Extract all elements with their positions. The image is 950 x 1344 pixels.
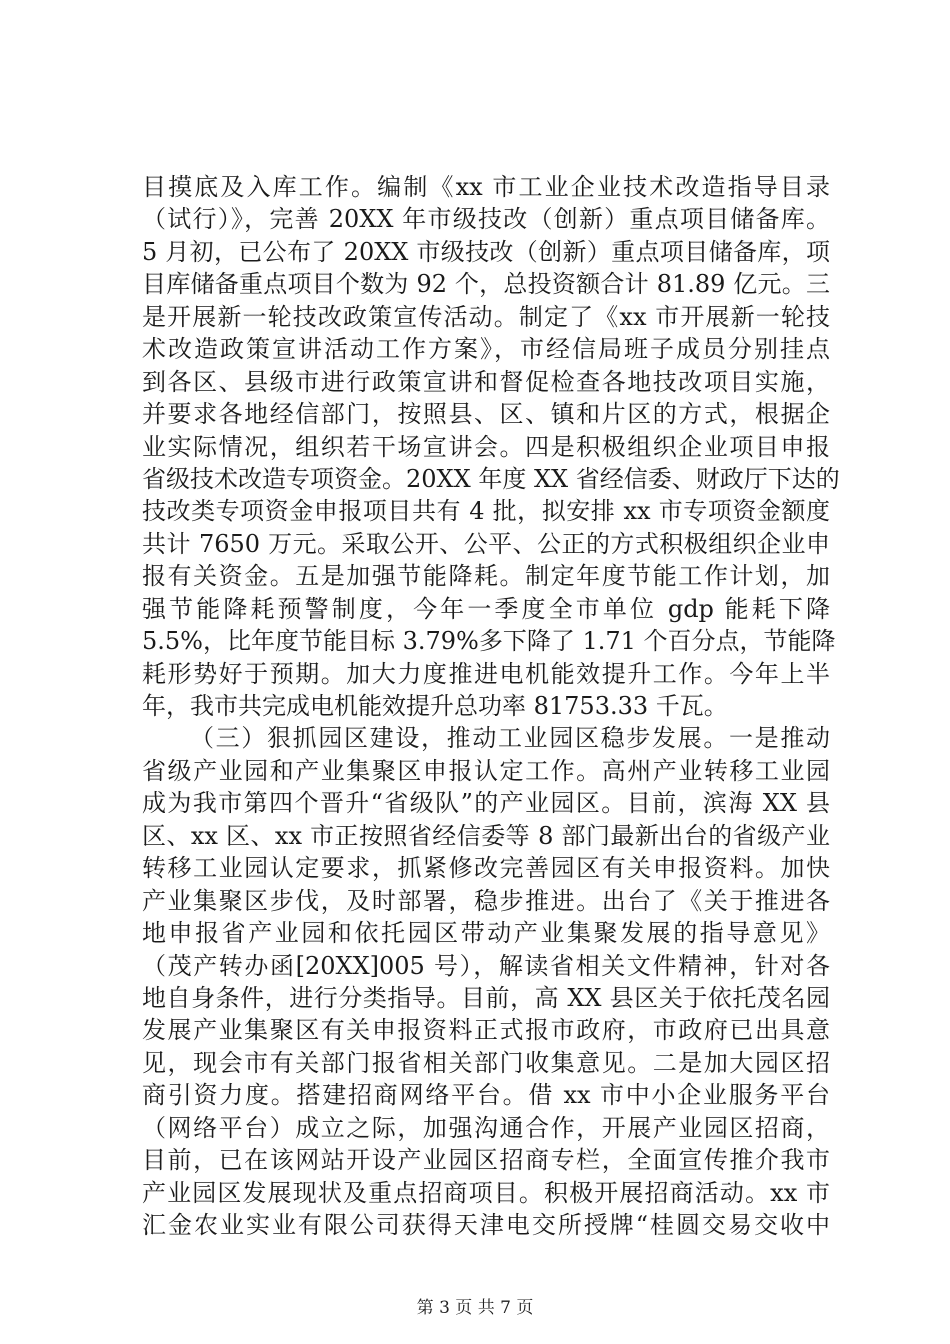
text-line: 强节能降耗预警制度，今年一季度全市单位 gdp 能耗下降 xyxy=(142,594,830,623)
text-line: 商引资力度。搭建招商网络平台。借 xx 市中小企业服务平台 xyxy=(142,1081,830,1110)
text-line: 产业园区发展现状及重点招商项目。积极开展招商活动。xx 市 xyxy=(142,1178,830,1207)
text-line: 区、xx 区、xx 市正按照省经信委等 8 部门最新出台的省级产业 xyxy=(142,821,830,850)
text-line: 发展产业集聚区有关申报资料正式报市政府，市政府已出具意 xyxy=(142,1016,830,1045)
text-line: 业实际情况，组织若干场宣讲会。四是积极组织企业项目申报 xyxy=(142,432,830,461)
text-line: 是开展新一轮技改政策宣传活动。制定了《xx 市开展新一轮技 xyxy=(142,302,830,331)
page-number-footer: 第 3 页 共 7 页 xyxy=(416,1298,534,1318)
text-line: （试行）》，完善 20XX 年市级技改（创新）重点项目储备库。 xyxy=(142,205,830,234)
text-line: 地自身条件，进行分类指导。目前，高 XX 县区关于依托茂名园 xyxy=(142,983,830,1012)
text-line: 省级技术改造专项资金。20XX 年度 XX 省经信委、财政厅下达的 xyxy=(142,464,840,493)
text-line: （茂产转办函[20XX]005 号），解读省相关文件精神，针对各 xyxy=(142,951,830,980)
text-line: 耗形势好于预期。加大力度推进电机能效提升工作。今年上半 xyxy=(142,659,830,688)
text-line: 5.5%，比年度节能目标 3.79%多下降了 1.71 个百分点，节能降 xyxy=(142,627,836,656)
text-line: 转移工业园认定要求，抓紧修改完善园区有关申报资料。加快 xyxy=(142,854,830,883)
text-line: 术改造政策宣讲活动工作方案》，市经信局班子成员分别挂点 xyxy=(142,335,830,364)
text-line: 5 月初，已公布了 20XX 市级技改（创新）重点项目储备库，项 xyxy=(142,237,830,266)
text-line: 报有关资金。五是加强节能降耗。制定年度节能工作计划，加 xyxy=(142,562,830,591)
text-line: 共计 7650 万元。采取公开、公平、公正的方式积极组织企业申 xyxy=(142,529,830,558)
text-line: 并要求各地经信部门，按照县、区、镇和片区的方式，根据企 xyxy=(142,400,830,429)
text-line: 到各区、县级市进行政策宣讲和督促检查各地技改项目实施， xyxy=(142,367,830,396)
text-line: 地申报省产业园和依托园区带动产业集聚发展的指导意见》 xyxy=(142,919,830,948)
text-line: 目摸底及入库工作。编制《xx 市工业企业技术改造指导目录 xyxy=(142,173,830,201)
text-line: 见，现会市有关部门报省相关部门收集意见。二是加大园区招 xyxy=(142,1048,830,1077)
document-body xyxy=(142,171,840,1241)
text-line: 产业集聚区步伐，及时部署，稳步推进。出台了《关于推进各 xyxy=(142,886,830,915)
text-line: 目库储备重点项目个数为 92 个，总投资额合计 81.89 亿元。三 xyxy=(142,270,830,299)
paragraph-start-line: （三）狠抓园区建设，推动工业园区稳步发展。一是推动 xyxy=(190,724,830,753)
text-line: （网络平台）成立之际，加强沟通合作，开展产业园区招商， xyxy=(142,1113,830,1142)
text-line: 成为我市第四个晋升“省级队”的产业园区。目前，滨海 XX 县 xyxy=(142,789,830,818)
text-line: 技改类专项资金申报项目共有 4 批，拟安排 xx 市专项资金额度 xyxy=(142,497,830,526)
text-line: 年，我市共完成电机能效提升总功率 81753.33 千瓦。 xyxy=(142,692,728,720)
text-line: 省级产业园和产业集聚区申报认定工作。高州产业转移工业园 xyxy=(142,756,830,785)
text-line: 汇金农业实业有限公司获得天津电交所授牌“桂圆交易交收中 xyxy=(142,1211,830,1239)
text-line: 目前，已在该网站开设产业园区招商专栏，全面宣传推介我市 xyxy=(142,1146,830,1175)
